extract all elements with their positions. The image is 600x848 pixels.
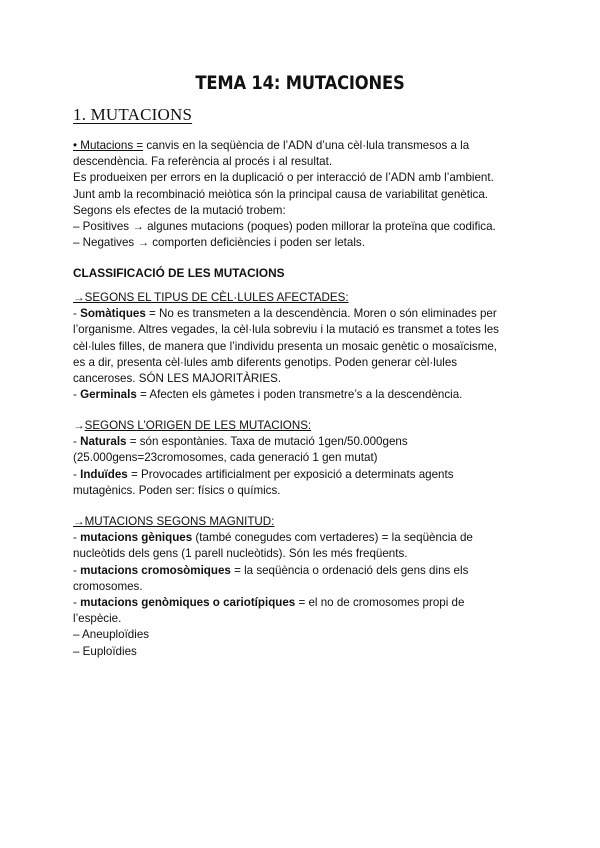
- term-mutacions: • Mutacions =: [73, 139, 144, 152]
- term-geniques: mutacions gèniques: [80, 531, 193, 545]
- intro-line-2: descendència. Fa referència al procés i al resultat.: [73, 155, 333, 169]
- magnitude-heading: →MUTACIONS SEGONS MAGNITUD:: [73, 515, 275, 528]
- term-naturals: Naturals: [80, 435, 127, 449]
- induced-line-1: = Provocades artificialment per exposició a determinats agents: [127, 467, 454, 481]
- term-genomiques: mutacions genòmiques o cariotípiques: [80, 596, 296, 610]
- somatic-line-5: canceroses. SÓN LES MAJORITÀRIES.: [73, 372, 282, 386]
- section-origin: [73, 418, 528, 499]
- intro-line-3: Es produeixen per errors en la duplicació o per interacció de l’ADN amb l’ambient.: [73, 171, 494, 185]
- somatic-dash: -: [73, 307, 81, 321]
- section-cell-types: [73, 290, 528, 403]
- term-cromosomiques: mutacions cromosòmiques: [80, 563, 231, 577]
- aneuploidies-item: – Aneuploïdies: [73, 628, 150, 642]
- natural-line-1: = són espontànies. Taxa de mutació 1gen/50.000gens: [126, 435, 408, 449]
- germinal-line: = Afecten els gàmetes i poden transmetre’s a la descendència.: [136, 388, 463, 402]
- chrom-dash: -: [73, 563, 81, 577]
- section-magnitude: [73, 514, 528, 660]
- gen-line-2: nucleòtids dels gens (1 parell nucleòtids). Són les més freqüents.: [73, 547, 408, 561]
- intro-line-1: canvis en la seqüència de l’ADN d’una cèl·lula transmesos a la: [143, 139, 470, 152]
- chrom-line-2: cromosomes.: [73, 579, 143, 593]
- intro-line-negatives: – Negatives → comporten deficiències i poden ser letals.: [73, 236, 365, 250]
- induced-dash: -: [73, 467, 81, 481]
- document-title: TEMA 14: MUTACIONES: [195, 72, 405, 94]
- genome-line-2: l’espècie.: [73, 612, 122, 626]
- section-heading-mutacions: 1. MUTACIONS: [73, 105, 193, 124]
- origin-heading: SEGONS L’ORIGEN DE LES MUTACIONS:: [84, 419, 312, 432]
- germinal-dash: -: [73, 388, 81, 402]
- somatic-line-2: l’organisme. Altres vegades, la cèl·lula sobreviu i la mutació es transmet a totes les: [73, 323, 499, 337]
- euploidies-item: – Euploïdies: [73, 644, 137, 658]
- induced-line-2: mutagènics. Poden ser: físics o químics.: [73, 483, 281, 497]
- term-germinals: Germinals: [80, 388, 137, 402]
- gen-line-1: (també conegudes com vertaderes) = la seqüència de: [192, 531, 473, 545]
- somatic-line-1: = No es transmeten a la descendència. Moren o són eliminades per: [145, 307, 497, 321]
- genome-line-1: = el no de cromosomes propi de: [295, 596, 465, 610]
- intro-line-positives: – Positives → algunes mutacions (poques) poden millorar la proteïna que codifica.: [73, 220, 496, 234]
- cell-types-heading: →SEGONS EL TIPUS DE CÈL·LULES AFECTADES:: [73, 291, 349, 304]
- somatic-line-4: es a dir, presenta cèl·lules amb diferents genotips. Poden generar cèl·lules: [73, 355, 458, 369]
- origin-arrow: →: [73, 419, 85, 432]
- intro-line-5: Segons els efectes de la mutació trobem:: [73, 203, 286, 217]
- intro-line-4: Junt amb la recombinació meiòtica són la principal causa de variabilitat genètica.: [73, 187, 489, 201]
- natural-dash: -: [73, 435, 81, 449]
- natural-line-2: (25.000gens=23cromosomes, cada generació 1 gen mutat): [73, 451, 378, 465]
- term-induides: Induïdes: [80, 467, 128, 481]
- term-somatiques: Somàtiques: [80, 307, 146, 321]
- gen-dash: -: [73, 531, 81, 545]
- somatic-line-3: cèl·lules filles, de manera que l’individu presenta un mosaic genètic o mosaïcisme,: [73, 339, 498, 353]
- chrom-line-1: = la seqüència o ordenació dels gens dins els: [230, 563, 469, 577]
- intro-paragraph: [73, 138, 528, 251]
- genome-dash: -: [73, 596, 81, 610]
- classification-heading: CLASSIFICACIÓ DE LES MUTACIONS: [73, 266, 285, 280]
